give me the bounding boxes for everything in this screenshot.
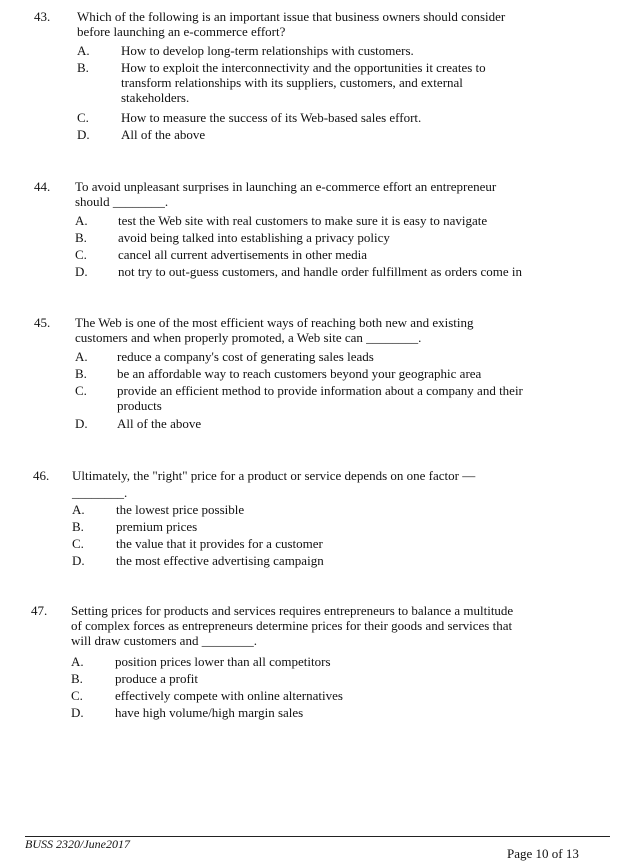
- option-text: provide an efficient method to provide information about a company and their: [117, 383, 523, 398]
- option-text: the lowest price possible: [116, 502, 245, 517]
- question-stem: [75, 179, 585, 209]
- option-text: position prices lower than all competitors: [115, 654, 331, 669]
- option-text: be an affordable way to reach customers beyond your geographic area: [117, 366, 482, 381]
- option-text: All of the above: [121, 127, 206, 142]
- stem-line: before launching an e-commerce effort?: [77, 24, 286, 39]
- option-text: effectively compete with online alternatives: [115, 688, 343, 703]
- option-letter: A.: [71, 654, 84, 669]
- option-letter: D.: [72, 553, 85, 568]
- question-stem: [71, 603, 591, 648]
- option-letter: C.: [75, 247, 87, 262]
- question-number: 46.: [33, 468, 50, 483]
- option-text: All of the above: [117, 416, 202, 431]
- question-stem: [75, 315, 585, 345]
- option-letter: D.: [75, 264, 88, 279]
- option-text: have high volume/high margin sales: [115, 705, 304, 720]
- option-letter: A.: [77, 43, 90, 58]
- option-letter: A.: [75, 213, 88, 228]
- option-text: How to exploit the interconnectivity and the opportunities it creates to: [121, 60, 486, 75]
- option-letter: B.: [71, 671, 83, 686]
- option-letter: D.: [71, 705, 84, 720]
- stem-line: Setting prices for products and services requires entrepreneurs to balance a multitude: [71, 603, 514, 618]
- option-letter: D.: [77, 127, 90, 142]
- option-text: transform relationships with its suppliers, customers, and external: [121, 75, 463, 90]
- option-letter: C.: [77, 110, 89, 125]
- option-text: avoid being talked into establishing a privacy policy: [118, 230, 390, 245]
- option-text: produce a profit: [115, 671, 199, 686]
- option-text: premium prices: [116, 519, 198, 534]
- stem-line: will draw customers and ________.: [71, 633, 257, 648]
- option-text: How to develop long-term relationships with customers.: [121, 43, 414, 58]
- stem-line: To avoid unpleasant surprises in launching an e-commerce effort an entrepreneur: [75, 179, 497, 194]
- option-letter: C.: [72, 536, 84, 551]
- stem-line: should ________.: [75, 194, 169, 209]
- stem-line: of complex forces as entrepreneurs determine prices for their goods and services that: [71, 618, 513, 633]
- option-text: products: [117, 398, 162, 413]
- question-number: 47.: [31, 603, 48, 618]
- option-text: stakeholders.: [121, 90, 190, 105]
- stem-line: customers and when properly promoted, a Web site can ________.: [75, 330, 422, 345]
- option-letter: C.: [75, 383, 87, 398]
- stem-line: The Web is one of the most efficient ways of reaching both new and existing: [75, 315, 474, 330]
- option-letter: B.: [75, 230, 87, 245]
- option-text: the value that it provides for a customer: [116, 536, 323, 551]
- stem-line: Ultimately, the "right" price for a product or service depends on one factor —: [72, 468, 476, 483]
- question-stem: [77, 9, 587, 39]
- option-letter: A.: [75, 349, 88, 364]
- option-letter: B.: [72, 519, 84, 534]
- question-number: 44.: [34, 179, 51, 194]
- option-text: not try to out-guess customers, and handle order fulfillment as orders come in: [118, 264, 522, 279]
- footer-course-code: BUSS 2320/June2017: [25, 837, 130, 851]
- stem-line: Which of the following is an important issue that business owners should consider: [77, 9, 506, 24]
- option-text: reduce a company's cost of generating sales leads: [117, 349, 374, 364]
- question-number: 45.: [34, 315, 51, 330]
- option-letter: D.: [75, 416, 88, 431]
- question-number: 43.: [34, 9, 51, 24]
- option-letter: C.: [71, 688, 83, 703]
- option-text: the most effective advertising campaign: [116, 553, 324, 568]
- option-text: cancel all current advertisements in other media: [118, 247, 368, 262]
- option-letter: A.: [72, 502, 85, 517]
- option-letter: B.: [77, 60, 89, 75]
- option-text: How to measure the success of its Web-based sales effort.: [121, 110, 422, 125]
- question-stem: [72, 468, 582, 500]
- stem-line: ________.: [72, 485, 128, 500]
- option-letter: B.: [75, 366, 87, 381]
- option-text: test the Web site with real customers to make sure it is easy to navigate: [118, 213, 488, 228]
- footer-page-number: Page 10 of 13: [507, 846, 579, 861]
